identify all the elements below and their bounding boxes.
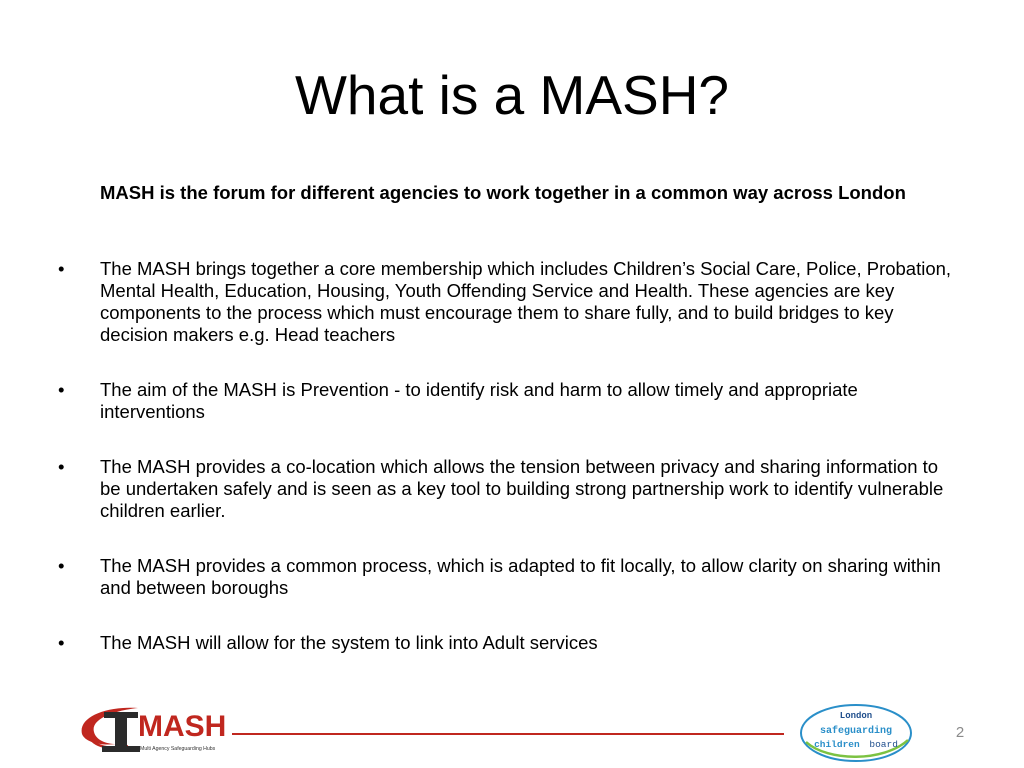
bullet-list (0, 258, 1024, 687)
bullet-marker: • (58, 632, 65, 653)
bullet-marker: • (58, 456, 65, 477)
bullet-item (0, 456, 960, 522)
lscb-line-children: children (814, 739, 860, 750)
page-number: 2 (955, 724, 965, 741)
bullet-item (0, 632, 960, 654)
mash-logo (76, 694, 226, 762)
bullet-text: The aim of the MASH is Prevention - to identify risk and harm to allow timely and appropriate interventions (100, 379, 858, 422)
bullet-item (0, 379, 960, 423)
bullet-text: The MASH provides a common process, which is adapted to fit locally, to allow clarity on sharing within and between boroughs (100, 555, 941, 598)
bullet-text: The MASH provides a co-location which allows the tension between privacy and sharing information to be undertaken safely and is seen as a key tool to building strong partnership work to identify vulnerable children earlier. (100, 456, 944, 521)
footer-divider (232, 733, 784, 735)
lscb-line-london: London (839, 711, 873, 721)
bullet-item (0, 258, 960, 346)
bullet-marker: • (58, 258, 65, 279)
slide-title: What is a MASH? (294, 64, 729, 126)
bullet-text: The MASH will allow for the system to link into Adult services (100, 632, 598, 653)
lead-statement: MASH is the forum for different agencies to work together in a common way across London (100, 182, 906, 203)
lscb-logo (798, 702, 914, 764)
bullet-marker: • (58, 379, 65, 400)
bullet-marker: • (58, 555, 65, 576)
bullet-text: The MASH brings together a core membership which includes Children’s Social Care, Police, Probation, Mental Health, Education, Housing, Youth Offending Service and Health. These agencies are key components to the process which must encourage them to share fully, and to build bridges to key decision makers e.g. Head teachers (100, 258, 952, 345)
svg-text:children board (814, 739, 898, 750)
bullet-item (0, 555, 960, 599)
lscb-line-safeguarding: safeguarding (819, 726, 893, 737)
mash-pillar-icon (102, 712, 140, 752)
mash-logo-text: MASH (138, 710, 226, 743)
mash-logo-tagline: Multi Agency Safeguarding Hubs (140, 746, 216, 752)
lscb-line-board: board (869, 739, 898, 750)
